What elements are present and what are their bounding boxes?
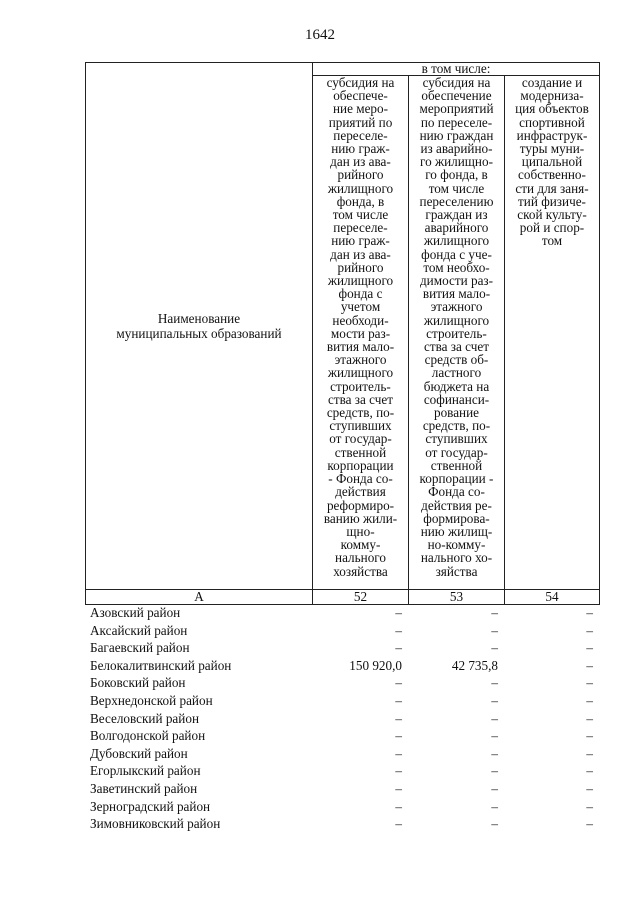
- table-row: [85, 674, 599, 692]
- value-52: –: [395, 745, 402, 761]
- value-52: –: [395, 675, 402, 691]
- value-54: –: [586, 605, 593, 620]
- value-53: –: [491, 728, 498, 744]
- value-52: –: [395, 728, 402, 744]
- municipality-name: Егорлыкский район: [90, 763, 201, 779]
- table-row: [85, 622, 599, 640]
- table-header: [85, 62, 600, 605]
- table-row: [85, 639, 599, 657]
- value-54: –: [586, 692, 593, 708]
- table-row: [85, 657, 599, 675]
- table-row: [85, 692, 599, 710]
- value-53: –: [491, 692, 498, 708]
- value-52: –: [395, 763, 402, 779]
- value-53: –: [491, 816, 498, 832]
- header-municipality: Наименование муниципальных образований: [86, 63, 313, 590]
- value-54: –: [586, 640, 593, 656]
- value-52: –: [395, 640, 402, 656]
- table-row: [85, 780, 599, 798]
- value-53: –: [491, 780, 498, 796]
- value-53: –: [491, 763, 498, 779]
- value-54: –: [586, 622, 593, 638]
- value-54: –: [586, 816, 593, 832]
- value-53: –: [491, 798, 498, 814]
- municipality-name: Зимовниковский район: [90, 816, 221, 832]
- municipality-name: Аксайский район: [90, 622, 188, 638]
- table-row: [85, 710, 599, 728]
- municipality-name: Верхнедонской район: [90, 692, 213, 708]
- value-52: –: [395, 816, 402, 832]
- value-53: –: [491, 710, 498, 726]
- value-54: –: [586, 657, 593, 673]
- table-row: [85, 745, 599, 763]
- value-52: –: [395, 692, 402, 708]
- page-number: 1642: [305, 27, 335, 43]
- value-53: 42 735,8: [451, 657, 498, 673]
- table-row: [85, 727, 599, 745]
- table-row: [85, 762, 599, 780]
- value-53: –: [491, 745, 498, 761]
- value-54: –: [586, 780, 593, 796]
- value-52: –: [395, 605, 402, 620]
- value-54: –: [586, 710, 593, 726]
- value-54: –: [586, 798, 593, 814]
- value-53: –: [491, 622, 498, 638]
- value-53: –: [491, 605, 498, 620]
- value-52: –: [395, 798, 402, 814]
- value-53: –: [491, 640, 498, 656]
- value-52: –: [395, 710, 402, 726]
- municipality-name: Зерноградский район: [90, 798, 211, 814]
- municipality-name: Азовский район: [90, 605, 181, 620]
- header-group-caption: в том числе:: [313, 63, 600, 76]
- value-54: –: [586, 675, 593, 691]
- municipality-name: Белокалитвинский район: [90, 657, 232, 673]
- value-52: –: [395, 622, 402, 638]
- header-col-54: создание и модерниза- ция объектов спортивной инфраструк- туры муни- ципальной собственно- сти для заня- тий физиче- ской культу- рой и спор- том: [505, 76, 600, 590]
- code-a: А: [86, 590, 313, 605]
- value-54: –: [586, 745, 593, 761]
- code-54: 54: [505, 590, 600, 605]
- value-53: –: [491, 675, 498, 691]
- header-col-53: субсидия на обеспечение мероприятий по переселе- нию граждан из аварийно- го жилищно- го фонда, в том числе переселению граждан из аварийного жилищного фонда с уче- том необхо- димости раз- вития мало- этажного жилищного строитель- ства за счет средств об- ластного бюджета на софинанси- рование средств, по- ступивших от государ- ственной корпорации - Фонда со- действия ре- формирова- нию жилищ- но-комму- нального хо- зяйства: [409, 76, 505, 590]
- municipality-name: Багаевский район: [90, 640, 190, 656]
- municipality-name: Боковский район: [90, 675, 186, 691]
- table-row: [85, 798, 599, 816]
- municipality-name: Веселовский район: [90, 710, 199, 726]
- code-52: 52: [313, 590, 409, 605]
- value-52: –: [395, 780, 402, 796]
- table-row: [85, 604, 599, 622]
- value-52: 150 920,0: [349, 657, 402, 673]
- value-54: –: [586, 728, 593, 744]
- value-54: –: [586, 763, 593, 779]
- municipality-name: Заветинский район: [90, 780, 198, 796]
- table-row: [85, 815, 599, 833]
- header-col-52: субсидия на обеспече- ние меро- приятий по переселе- нию граж- дан из ава- рийного жилищного фонда, в том числе переселе- нию граж- дан из ава- рийного жилищного фонда с учетом необходи- мости раз- вития мало- этажного жилищного строитель- ства за счет средств, по- ступивших от государ- ственной корпорации - Фонда со- действия реформиро- ванию жили- щно- комму- нального хозяйства: [313, 76, 409, 590]
- code-53: 53: [409, 590, 505, 605]
- municipality-name: Волгодонской район: [90, 728, 206, 744]
- municipality-name: Дубовский район: [90, 745, 188, 761]
- table-body: [85, 604, 599, 833]
